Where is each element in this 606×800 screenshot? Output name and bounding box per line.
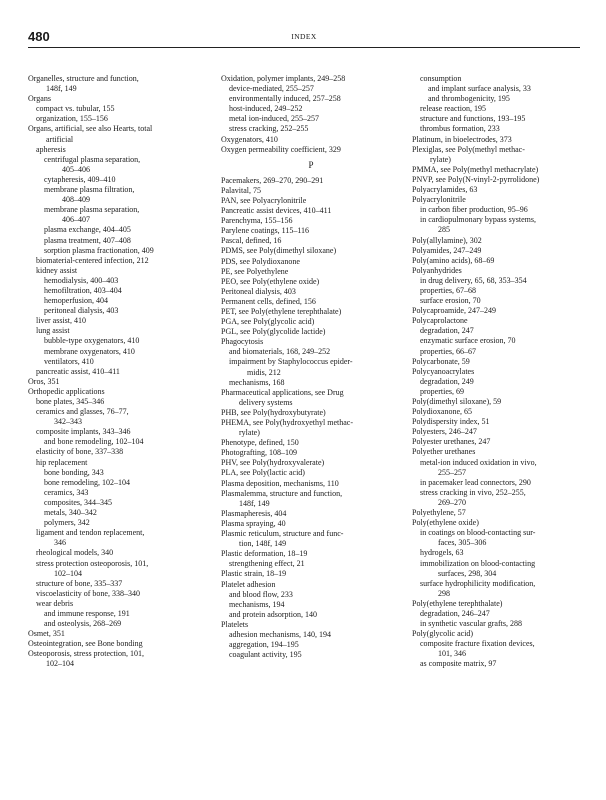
index-entry-line: PGA, see Poly(glycolic acid) <box>221 317 315 327</box>
index-entry-line: 408–409 <box>62 195 90 205</box>
index-entry-line: aggregation, 194–195 <box>229 640 299 650</box>
index-entry-line: and bone remodeling, 102–104 <box>44 437 144 447</box>
index-entry-line: plasma exchange, 404–405 <box>44 225 131 235</box>
index-entry-line: hemofiltration, 403–404 <box>44 285 122 295</box>
index-entry-line: 406–407 <box>62 215 90 225</box>
index-entry-line: Polyester urethanes, 247 <box>412 437 491 447</box>
index-entry-line: PGL, see Poly(glycolide lactide) <box>221 327 326 337</box>
index-entry-line: rylate) <box>430 154 451 164</box>
index-entry-line: PMMA, see Poly(methyl methacrylate) <box>412 164 539 174</box>
page-header <box>28 30 580 46</box>
index-entry-line: PDS, see Polydioxanone <box>221 256 300 266</box>
index-entry-line: Polydioxanone, 65 <box>412 407 472 417</box>
index-column-3 <box>412 74 584 670</box>
index-entry-line: rylate) <box>239 428 260 438</box>
index-entry-line: 255–257 <box>438 467 466 477</box>
index-entry-line: 148f, 149 <box>46 84 77 94</box>
index-entry-line: Polycaproamide, 247–249 <box>412 306 496 316</box>
index-entry-line: ventilators, 410 <box>44 356 94 366</box>
index-entry-line: biomaterial-centered infection, 212 <box>36 255 149 265</box>
index-entry-line: surface erosion, 70 <box>420 296 481 306</box>
index-entry-line: 269–270 <box>438 497 466 507</box>
index-entry-line: degradation, 247 <box>420 326 474 336</box>
index-entry-line: thrombus formation, 233 <box>420 124 500 134</box>
index-entry-line: lung assist <box>36 326 70 336</box>
index-entry-line: and osteolysis, 268–269 <box>44 619 122 629</box>
index-entry-line: Polyethylene, 57 <box>412 508 466 518</box>
index-entry-line: Plasma deposition, mechanisms, 110 <box>221 478 339 488</box>
index-entry-line: properties, 67–68 <box>420 285 476 295</box>
index-entry-line: membrane oxygenators, 410 <box>44 346 135 356</box>
index-entry-line: Peritoneal dialysis, 403 <box>221 286 296 296</box>
index-entry-line: and immune response, 191 <box>44 608 130 618</box>
index-entry-line: and biomaterials, 168, 249–252 <box>229 347 331 357</box>
index-entry-line: composites, 344–345 <box>44 497 112 507</box>
index-entry-line: Plasmalemma, structure and function, <box>221 488 343 498</box>
index-entry-line: Polydispersity index, 51 <box>412 417 490 427</box>
index-entry-line: Polyamides, 247–249 <box>412 245 482 255</box>
index-entry-line: coagulant activity, 195 <box>229 650 302 660</box>
index-entry-line: cytapheresis, 409–410 <box>44 174 116 184</box>
index-entry-line: metals, 340–342 <box>44 508 97 518</box>
index-entry-line: hydrogels, 63 <box>420 548 464 558</box>
index-entry-line: enzymatic surface erosion, 70 <box>420 336 516 346</box>
index-entry-line: in coatings on blood-contacting sur- <box>420 528 536 538</box>
index-entry-line: Poly(glycolic acid) <box>412 629 474 639</box>
index-entry-line: metal-ion induced oxidation in vivo, <box>420 457 537 467</box>
index-entry-line: and implant surface analysis, 33 <box>428 84 531 94</box>
index-entry-line: Plastic deformation, 18–19 <box>221 549 308 559</box>
index-entry-line: impairment by Staphylococcus epider- <box>229 357 353 367</box>
index-column-1 <box>28 74 208 670</box>
index-entry-line: 342–343 <box>54 417 82 427</box>
index-entry-line: Polycyanoacrylates <box>412 366 475 376</box>
index-entry-line: surfaces, 298, 304 <box>438 568 497 578</box>
index-entry-line: 285 <box>438 225 450 235</box>
index-entry-line: Oxygenators, 410 <box>221 134 278 144</box>
index-entry-line: in cardiopulmonary bypass systems, <box>420 215 536 225</box>
index-entry-line: Organs <box>28 94 51 104</box>
index-entry-line: in pacemaker lead connectors, 290 <box>420 477 531 487</box>
index-entry-line: host-induced, 249–252 <box>229 104 303 114</box>
index-entry-line: hemoperfusion, 404 <box>44 296 108 306</box>
index-entry-line: stress protection osteoporosis, 101, <box>36 558 149 568</box>
index-entry-line: hemodialysis, 400–403 <box>44 275 119 285</box>
index-entry-line: 102–104 <box>46 659 74 669</box>
index-entry-line: Organelles, structure and function, <box>28 74 139 83</box>
index-entry-line: PDMS, see Poly(dimethyl siloxane) <box>221 246 337 256</box>
index-entry-line: Pacemakers, 269–270, 290–291 <box>221 175 324 185</box>
index-entry-line: Plasmic reticulum, structure and func- <box>221 529 344 539</box>
index-entry-line: adhesion mechanisms, 140, 194 <box>229 629 331 639</box>
index-entry-line: elasticity of bone, 337–338 <box>36 447 124 457</box>
index-entry-line: mechanisms, 194 <box>229 599 285 609</box>
section-letter: P <box>308 159 314 170</box>
index-entry-line: Osmet, 351 <box>28 629 65 639</box>
index-entry-line: Oros, 351 <box>28 376 60 386</box>
index-entry-line: mechanisms, 168 <box>229 377 285 387</box>
index-entry-line: membrane plasma separation, <box>44 205 140 215</box>
index-entry-line: bone remodeling, 102–104 <box>44 477 130 487</box>
index-entry-line: surface hydrophilicity modification, <box>420 578 536 588</box>
index-entry-line: bone plates, 345–346 <box>36 397 105 406</box>
index-entry-line: PAN, see Polyacrylonitrile <box>221 195 307 205</box>
index-entry-line: sorption plasma fractionation, 409 <box>44 245 154 255</box>
index-entry-line: Organs, artificial, see also Hearts, total <box>28 124 153 134</box>
index-entry-line: wear debris <box>36 598 74 608</box>
page-number: 480 <box>28 29 50 44</box>
index-entry-line: Plasma spraying, 40 <box>221 518 286 528</box>
index-entry-line: Pascal, defined, 16 <box>221 236 282 246</box>
index-entry-line: Parylene coatings, 115–116 <box>221 226 310 236</box>
index-entry-line: Photografting, 108–109 <box>221 448 297 458</box>
index-entry-line: Poly(dimethyl siloxane), 59 <box>412 397 502 406</box>
index-entry-line: Pancreatic assist devices, 410–411 <box>221 206 332 216</box>
index-entry-line: stress cracking, 252–255 <box>229 124 309 134</box>
index-entry-line: Polyacrylonitrile <box>412 195 466 205</box>
index-column-2 <box>221 74 401 660</box>
index-entry-line: kidney assist <box>36 265 78 275</box>
index-entry-line: PHV, see Poly(hydroxyvalerate) <box>221 458 325 468</box>
index-entry-line: and protein adsorption, 140 <box>229 609 317 619</box>
index-entry-line: tion, 148f, 149 <box>239 539 287 549</box>
index-entry-line: Plexiglas, see Poly(methyl methac- <box>412 144 525 154</box>
index-entry-line: Polyanhydrides <box>412 265 462 275</box>
index-entry-line: Poly(allylamine), 302 <box>412 235 482 245</box>
index-entry-line: bone bonding, 343 <box>44 467 104 477</box>
index-entry-line: rheological models, 340 <box>36 548 114 558</box>
index-entry-line: in synthetic vascular grafts, 288 <box>420 619 522 629</box>
index-entry-line: Pharmaceutical applications, see Drug <box>221 387 344 397</box>
index-entry-line: PHEMA, see Poly(hydroxyethyl methac- <box>221 418 353 427</box>
index-entry-line: Plasmapheresis, 404 <box>221 508 287 518</box>
index-entry-line: Polyether urethanes <box>412 447 476 457</box>
index-entry-line: structure and functions, 193–195 <box>420 114 526 124</box>
index-entry-line: immobilization on blood-contacting <box>420 558 536 568</box>
index-entry-line: compact vs. tubular, 155 <box>36 104 115 114</box>
index-entry-line: Palavital, 75 <box>221 185 261 195</box>
index-entry-line: Poly(ethylene terephthalate) <box>412 598 503 608</box>
index-entry-line: peritoneal dialysis, 403 <box>44 306 119 316</box>
index-entry-line: degradation, 249 <box>420 376 474 386</box>
index-entry-line: Poly(amino acids), 68–69 <box>412 255 495 265</box>
index-entry-line: Platelet adhesion <box>221 579 276 589</box>
index-entry-line: Parenchyma, 155–156 <box>221 216 293 226</box>
index-entry-line: PET, see Poly(ethylene terephthalate) <box>221 306 342 316</box>
index-entry-line: properties, 69 <box>420 386 464 396</box>
index-entry-line: structure of bone, 335–337 <box>36 578 123 588</box>
index-entry-line: Osteointegration, see Bone bonding <box>28 639 143 649</box>
index-entry-line: and thrombogenicity, 195 <box>428 94 510 104</box>
index-entry-line: delivery systems <box>239 397 293 407</box>
index-entry-line: Oxidation, polymer implants, 249–258 <box>221 74 346 83</box>
index-entry-line: 346 <box>54 538 66 548</box>
index-entry-line: Platelets <box>221 619 249 629</box>
index-entry-line: PNVP, see Poly(N-vinyl-2-pyrrolidone) <box>412 174 540 184</box>
index-entry-line: environmentally induced, 257–258 <box>229 94 341 104</box>
index-entry-line: 101, 346 <box>438 649 466 659</box>
index-entry-line: composite implants, 343–346 <box>36 427 131 437</box>
index-entry-line: 298 <box>438 588 450 598</box>
index-entry-line: Polyacrylamides, 63 <box>412 185 478 195</box>
index-entry-line: PE, see Polyethylene <box>221 266 289 276</box>
index-entry-line: hip replacement <box>36 457 88 467</box>
index-entry-line: Plastic strain, 18–19 <box>221 569 287 579</box>
running-head: INDEX <box>291 32 317 41</box>
index-entry-line: as composite matrix, 97 <box>420 659 497 669</box>
index-entry-line: Phagocytosis <box>221 337 264 347</box>
index-entry-line: Osteoporosis, stress protection, 101, <box>28 649 144 659</box>
index-entry-line: Polyesters, 246–247 <box>412 427 477 437</box>
index-entry-line: 405–406 <box>62 164 90 174</box>
index-entry-line: degradation, 246–247 <box>420 608 490 618</box>
index-entry-line: midis, 212 <box>247 367 281 377</box>
index-entry-line: Oxygen permeability coefficient, 329 <box>221 144 341 154</box>
index-entry-line: metal ion-induced, 255–257 <box>229 114 319 124</box>
index-entry-line: device-mediated, 255–257 <box>229 84 314 94</box>
index-entry-line: Platinum, in bioelectrodes, 373 <box>412 134 512 144</box>
index-entry-line: in carbon fiber production, 95–96 <box>420 205 528 215</box>
index-entry-line: Polycaprolactone <box>412 316 468 326</box>
index-entry-line: in drug delivery, 65, 68, 353–354 <box>420 275 527 285</box>
index-entry-line: Phenotype, defined, 150 <box>221 438 299 448</box>
index-entry-line: pancreatic assist, 410–411 <box>36 366 120 376</box>
index-entry-line: viscoelasticity of bone, 338–340 <box>36 588 140 598</box>
header-rule <box>28 47 580 48</box>
index-entry-line: Orthopedic applications <box>28 386 105 396</box>
index-entry-line: organization, 155–156 <box>36 114 108 124</box>
index-entry-line: ligament and tendon replacement, <box>36 528 145 538</box>
index-entry-line: consumption <box>420 74 462 83</box>
index-entry-line: release reaction, 195 <box>420 104 486 114</box>
index-entry-line: PHB, see Poly(hydroxybutyrate) <box>221 407 326 417</box>
index-entry-line: stress cracking in vivo, 252–255, <box>420 487 526 497</box>
index-entry-line: 148f, 149 <box>239 498 270 508</box>
index-entry-line: PEO, see Poly(ethylene oxide) <box>221 276 320 286</box>
index-entry-line: ceramics, 343 <box>44 487 89 497</box>
index-entry-line: plasma treatment, 407–408 <box>44 235 131 245</box>
index-entry-line: Poly(ethylene oxide) <box>412 518 479 528</box>
index-entry-line: bubble-type oxygenators, 410 <box>44 336 140 346</box>
index-entry-line: 102–104 <box>54 568 82 578</box>
index-entry-line: Polycarbonate, 59 <box>412 356 470 366</box>
index-entry-line: polymers, 342 <box>44 518 90 528</box>
index-entry-line: centrifugal plasma separation, <box>44 154 141 164</box>
index-entry-line: properties, 66–67 <box>420 346 476 356</box>
index-entry-line: PLA, see Poly(lactic acid) <box>221 468 305 478</box>
index-entry-line: ceramics and glasses, 76–77, <box>36 407 129 417</box>
index-entry-line: strengthening effect, 21 <box>229 559 305 569</box>
index-entry-line: composite fracture fixation devices, <box>420 639 535 649</box>
index-entry-line: membrane plasma filtration, <box>44 185 135 195</box>
index-entry-line: and blood flow, 233 <box>229 589 293 599</box>
index-entry-line: liver assist, 410 <box>36 316 86 326</box>
index-entry-line: faces, 305–306 <box>438 538 487 548</box>
index-entry-line: apheresis <box>36 144 66 154</box>
index-entry-line: Permanent cells, defined, 156 <box>221 296 316 306</box>
index-entry-line: artificial <box>46 134 74 144</box>
